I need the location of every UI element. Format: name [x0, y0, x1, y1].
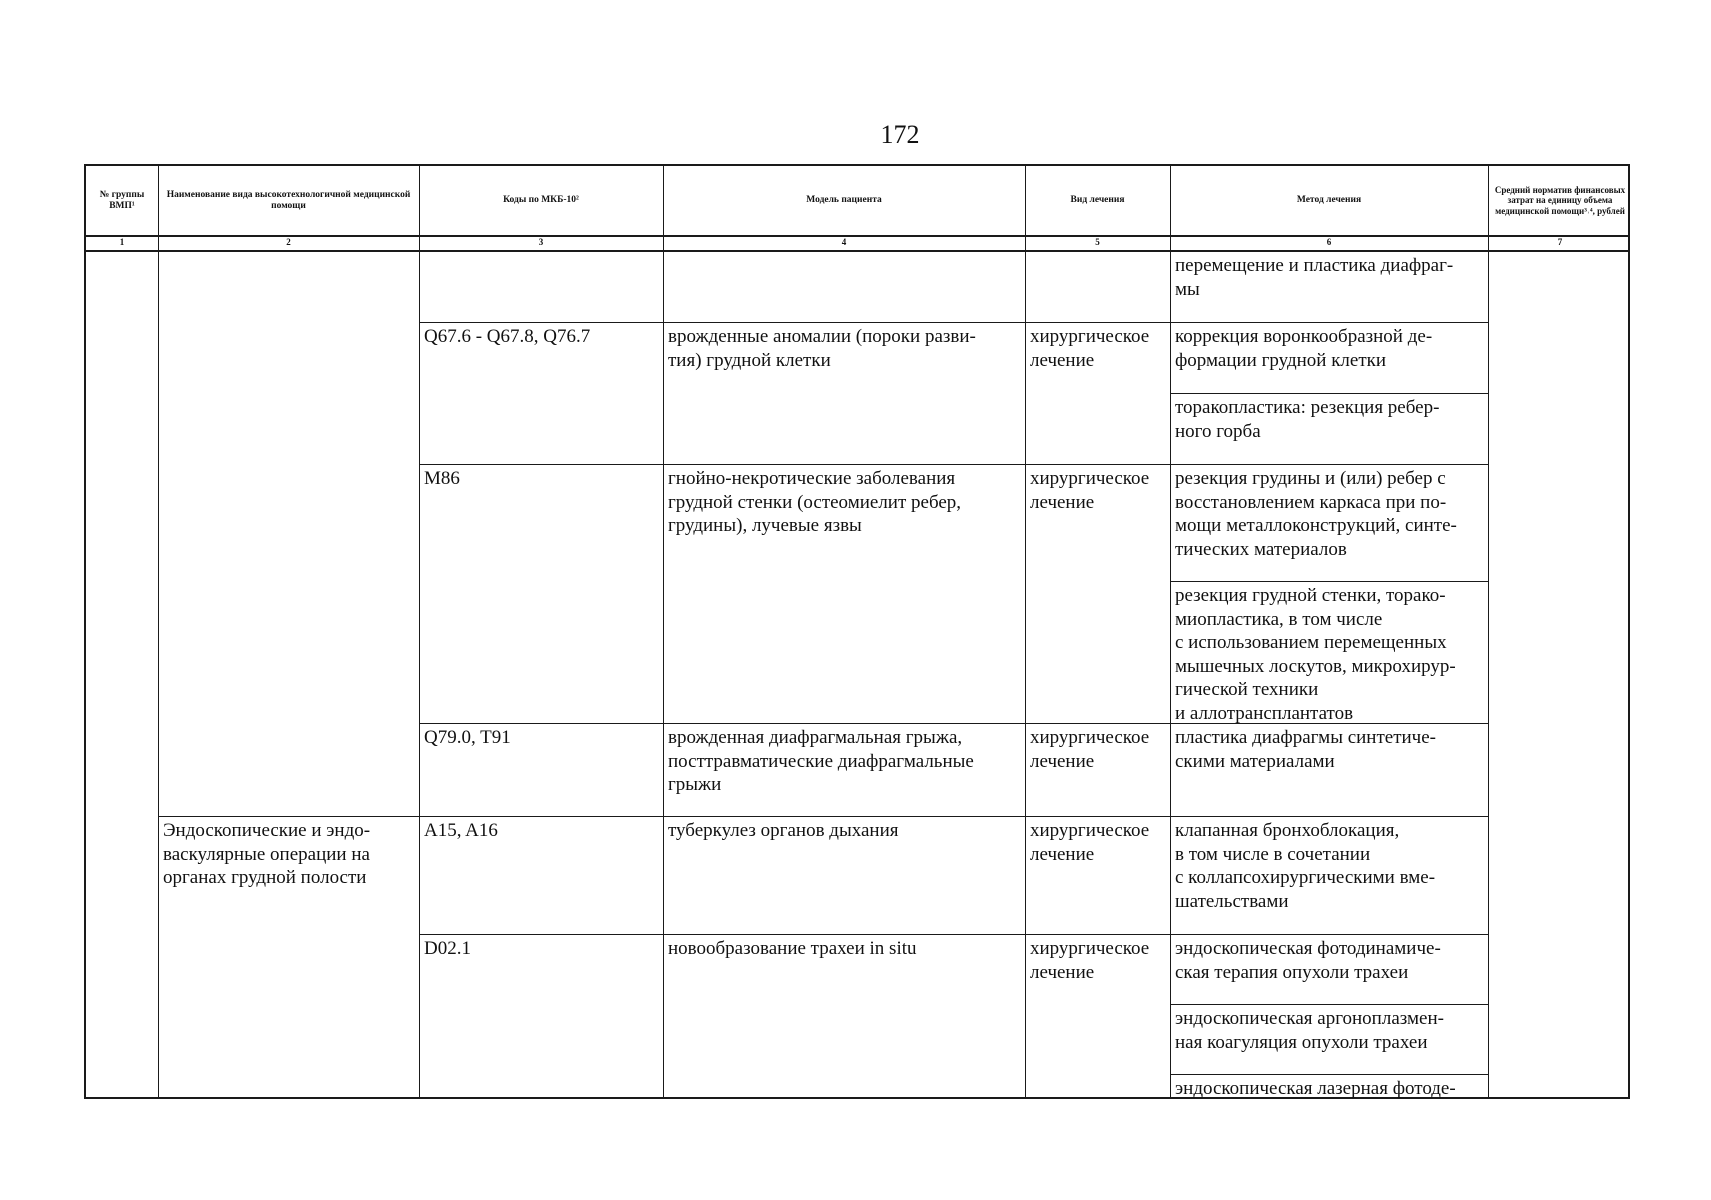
icd-codes: D02.1: [424, 938, 471, 959]
header-divider: [86, 250, 1630, 252]
header-divider: [86, 235, 1630, 237]
patient-model: врожденная диафрагмальная грыжа, посттравматические диафрагмальные грыжи: [668, 727, 974, 795]
patient-model: врожденные аномалии (пороки разви- тия) грудной клетки: [668, 326, 976, 371]
header-group-number: № группы ВМП¹: [99, 189, 145, 211]
patient-model: новообразование трахеи in situ: [668, 938, 917, 959]
column-number: 5: [1095, 237, 1100, 247]
method-text: перемещение и пластика диафраг- мы: [1175, 255, 1454, 300]
row-divider: [419, 464, 1488, 465]
header-patient-model: Модель пациента: [806, 195, 882, 205]
column-number: 3: [538, 237, 544, 247]
column-number: 2: [286, 237, 291, 247]
column-number: 4: [841, 237, 847, 247]
method-divider: [1170, 581, 1488, 582]
treatment-type: хирургическое лечение: [1030, 820, 1150, 865]
method-divider: [1170, 1004, 1488, 1005]
column-number: 6: [1326, 237, 1332, 247]
row-divider: [419, 322, 1488, 323]
treatment-type: хирургическое лечение: [1030, 468, 1150, 513]
column-divider: [1488, 166, 1489, 1099]
method-divider: [1170, 393, 1488, 394]
method-text: эндоскопическая фотодинамиче- ская терапия опухоли трахеи: [1175, 938, 1441, 983]
icd-codes: Q67.6 - Q67.8, Q76.7: [424, 326, 591, 347]
header-icd-codes: Коды по МКБ-10²: [503, 195, 579, 205]
icd-codes: A15, A16: [424, 820, 498, 841]
column-divider: [1170, 166, 1171, 1099]
method-text: клапанная бронхоблокация, в том числе в сочетании с коллапсохирургическими вме- шательствами: [1175, 820, 1436, 912]
patient-model: туберкулез органов дыхания: [668, 820, 899, 841]
column-divider: [419, 166, 420, 1099]
method-text: эндоскопическая лазерная фотоде-: [1175, 1078, 1456, 1099]
care-type-name: Эндоскопические и эндо- васкулярные операции на органах грудной полости: [163, 820, 371, 888]
column-divider: [1025, 166, 1026, 1099]
method-divider: [1170, 1074, 1488, 1075]
method-text: резекция грудины и (или) ребер с восстановлением каркаса при по- мощи металлоконструкций, синте- тических материалов: [1175, 468, 1457, 560]
header-cost-standard: Средний норматив финансовых затрат на единицу объема медицинской помощи³˒⁴, рублей: [1494, 184, 1626, 216]
row-divider: [158, 816, 1488, 817]
icd-codes: Q79.0, T91: [424, 727, 511, 748]
header-care-type-name: Наименование вида высокотехнологичной медицинской помощи: [166, 189, 411, 211]
method-text: эндоскопическая аргоноплазмен- ная коагуляция опухоли трахеи: [1175, 1008, 1444, 1053]
column-number: 7: [1557, 237, 1563, 247]
treatment-type: хирургическое лечение: [1030, 938, 1150, 983]
column-divider: [663, 166, 664, 1099]
method-text: резекция грудной стенки, торако- миопластика, в том числе с использованием перемещенных мышечных лоскутов, микрохирур- гической техники и аллотрансплантатов: [1175, 585, 1456, 724]
method-text: пластика диафрагмы синтетиче- скими материалами: [1175, 727, 1436, 772]
column-number: 1: [119, 237, 125, 247]
page-number: 172: [880, 120, 920, 149]
method-text: торакопластика: резекция ребер- ного горба: [1175, 397, 1440, 442]
header-treatment-type: Вид лечения: [1070, 195, 1125, 205]
treatment-type: хирургическое лечение: [1030, 326, 1150, 371]
treatment-type: хирургическое лечение: [1030, 727, 1150, 772]
method-text: коррекция воронкообразной де- формации грудной клетки: [1175, 326, 1433, 371]
patient-model: гнойно-некротические заболевания грудной стенки (остеомиелит ребер, грудины), лучевые язвы: [668, 468, 962, 536]
column-divider: [158, 166, 159, 1099]
header-treatment-method: Метод лечения: [1296, 195, 1362, 205]
row-divider: [419, 934, 1488, 935]
treatment-table: [84, 164, 1630, 1099]
icd-codes: M86: [424, 468, 460, 489]
